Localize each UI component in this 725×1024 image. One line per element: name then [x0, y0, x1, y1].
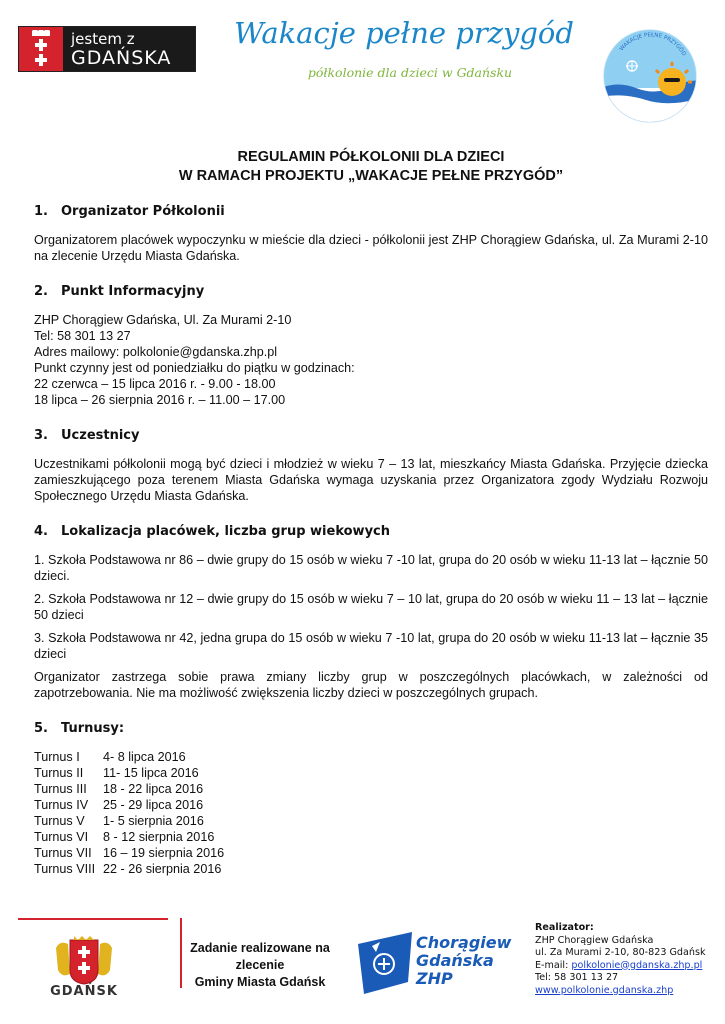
location-item: 1. Szkoła Podstawowa nr 86 – dwie grupy do 15 osób w wieku 7 -10 lat, grupa do 20 osób w wieku 11-13 lat – łącznie 50 dzieci. [34, 553, 708, 583]
turnus-row [34, 749, 708, 765]
contact-line: 22 czerwca – 15 lipca 2016 r. - 9.00 - 18.00 [34, 377, 276, 391]
zhp-line-2: Gdańska [416, 951, 494, 970]
contact-info [34, 312, 708, 408]
turnus-dates: 16 – 19 sierpnia 2016 [103, 846, 225, 860]
section-title: Lokalizacja placówek, liczba grup wiekowych [61, 524, 390, 539]
turnus-name: Turnus VII [34, 846, 92, 860]
task-note [178, 940, 342, 991]
realizator-address: ul. Za Murami 2-10, 80-823 Gdańsk [535, 947, 706, 958]
turnus-dates: 1- 5 sierpnia 2016 [103, 814, 204, 828]
turnus-row [34, 829, 708, 845]
task-note-line: Zadanie realizowane na [190, 941, 330, 955]
task-note-line: Gminy Miasta Gdańsk [194, 975, 326, 989]
section-1-heading [34, 204, 708, 220]
turnus-dates: 11- 15 lipca 2016 [103, 766, 199, 780]
contact-line: Tel: 58 301 13 27 [34, 329, 131, 343]
task-note-line: zlecenie [235, 958, 285, 972]
section-title: Uczestnicy [61, 428, 140, 443]
turnus-dates: 4- 8 lipca 2016 [103, 750, 186, 764]
turnus-row [34, 861, 708, 877]
section-number: 2. [34, 284, 48, 299]
location-item: 2. Szkoła Podstawowa nr 12 – dwie grupy do 15 osób w wieku 7 – 10 lat, grupa do 20 osób w wieku 11 – 13 lat – łącznie 50 dzieci [34, 592, 708, 622]
contact-line: 18 lipca – 26 sierpnia 2016 r. – 11.00 – 17.00 [34, 393, 286, 407]
realizator-tel: Tel: 58 301 13 27 [535, 972, 619, 983]
location-item: 3. Szkoła Podstawowa nr 42, jedna grupa do 15 osób w wieku 7 -10 lat, grupa do 20 osób w wieku 11-13 lat – łącznie 35 dzieci [34, 631, 708, 661]
zhp-line-3: ZHP [416, 969, 453, 988]
turnus-name: Turnus V [34, 814, 85, 828]
turnus-dates: 18 - 22 lipca 2016 [103, 782, 204, 796]
brand-line-2: GDAŃSKA [71, 46, 172, 69]
document-title [34, 148, 708, 186]
title-line-2: W RAMACH PROJEKTU „WAKACJE PEŁNE PRZYGÓD” [178, 168, 564, 184]
website-link[interactable]: www.polkolonie.gdanska.zhp [535, 984, 674, 996]
turnus-row [34, 765, 708, 781]
badge-text: WAKACJE PEŁNE PRZYGÓD [618, 32, 687, 58]
camp-badge-logo [596, 28, 708, 124]
section-number: 5. [34, 721, 48, 736]
turnus-name: Turnus I [34, 750, 80, 764]
turnus-row [34, 845, 708, 861]
turnus-name: Turnus VIII [34, 862, 96, 876]
turnus-row [34, 813, 708, 829]
turnus-name: Turnus II [34, 766, 84, 780]
contact-line: Punkt czynny jest od poniedziałku do piątku w godzinach: [34, 361, 355, 375]
section-4-note: Organizator zastrzega sobie prawa zmiany liczby grup w poszczególnych placówkach, w zależności od zapotrzebowania. Nie ma możliwość zwiększenia liczby dzieci w poszczególnych grupach. [34, 670, 708, 700]
realizator-title: Realizator: [535, 922, 594, 933]
realizator-org: ZHP Chorągiew Gdańska [535, 934, 654, 946]
section-number: 3. [34, 428, 48, 443]
section-number: 4. [34, 524, 48, 539]
contact-line: ZHP Chorągiew Gdańska, Ul. Za Murami 2-10 [34, 313, 292, 327]
zhp-line-1: Chorągiew [416, 933, 512, 952]
turnus-row [34, 797, 708, 813]
email-label: E-mail: [535, 959, 569, 971]
turnus-dates: 8 - 12 sierpnia 2016 [103, 830, 215, 844]
turnus-dates: 22 - 26 sierpnia 2016 [103, 862, 222, 876]
section-title: Turnusy: [61, 721, 125, 736]
jestem-z-gdanska-logo [18, 26, 196, 72]
zhp-choragiew-gdanska-logo [354, 922, 518, 1004]
turnus-row [34, 781, 708, 797]
turnus-name: Turnus III [34, 782, 87, 796]
footer-divider [18, 918, 168, 920]
turnus-dates: 25 - 29 lipca 2016 [103, 798, 204, 812]
email-link[interactable]: polkolonie@gdanska.zhp.pl [571, 959, 703, 971]
realizator-info [535, 922, 720, 997]
regulations-document [34, 148, 708, 877]
gdansk-label: GDAŃSK [50, 984, 118, 999]
site-title: Wakacje pełne przygód [234, 16, 574, 50]
gdansk-crosses-icon [19, 27, 63, 71]
turnus-name: Turnus IV [34, 798, 89, 812]
title-line-1: REGULAMIN PÓŁKOLONII DLA DZIECI [237, 149, 505, 165]
section-5-heading [34, 721, 708, 737]
section-3-heading [34, 428, 708, 444]
site-subtitle: półkolonie dla dzieci w Gdańsku [307, 65, 513, 80]
section-title: Punkt Informacyjny [61, 284, 205, 299]
turnus-list [34, 749, 708, 877]
section-2-heading [34, 284, 708, 300]
brand-line-1: jestem z [71, 29, 135, 48]
section-title: Organizator Półkolonii [61, 204, 225, 219]
realizator-email-line [535, 960, 720, 973]
section-number: 1. [34, 204, 48, 219]
turnus-name: Turnus VI [34, 830, 89, 844]
contact-line: Adres mailowy: polkolonie@gdanska.zhp.pl [34, 345, 278, 359]
section-1-text: Organizatorem placówek wypoczynku w mieście dla dzieci - półkolonii jest ZHP Chorągiew Gdańska, ul. Za Murami 2-10 na zlecenie Urzędu Miasta Gdańska. [34, 233, 708, 263]
section-4-heading [34, 524, 708, 540]
section-3-text: Uczestnikami półkolonii mogą być dzieci i młodzież w wieku 7 – 13 lat, mieszkańcy Miasta Gdańska. Przyjęcie dziecka zamieszkującego poza terenem Miasta Gdańska wymaga uzyskania przez Organizatora zgody Wydziału Rozwoju Społecznego Urzędu Miasta Gdańska. [34, 457, 708, 503]
